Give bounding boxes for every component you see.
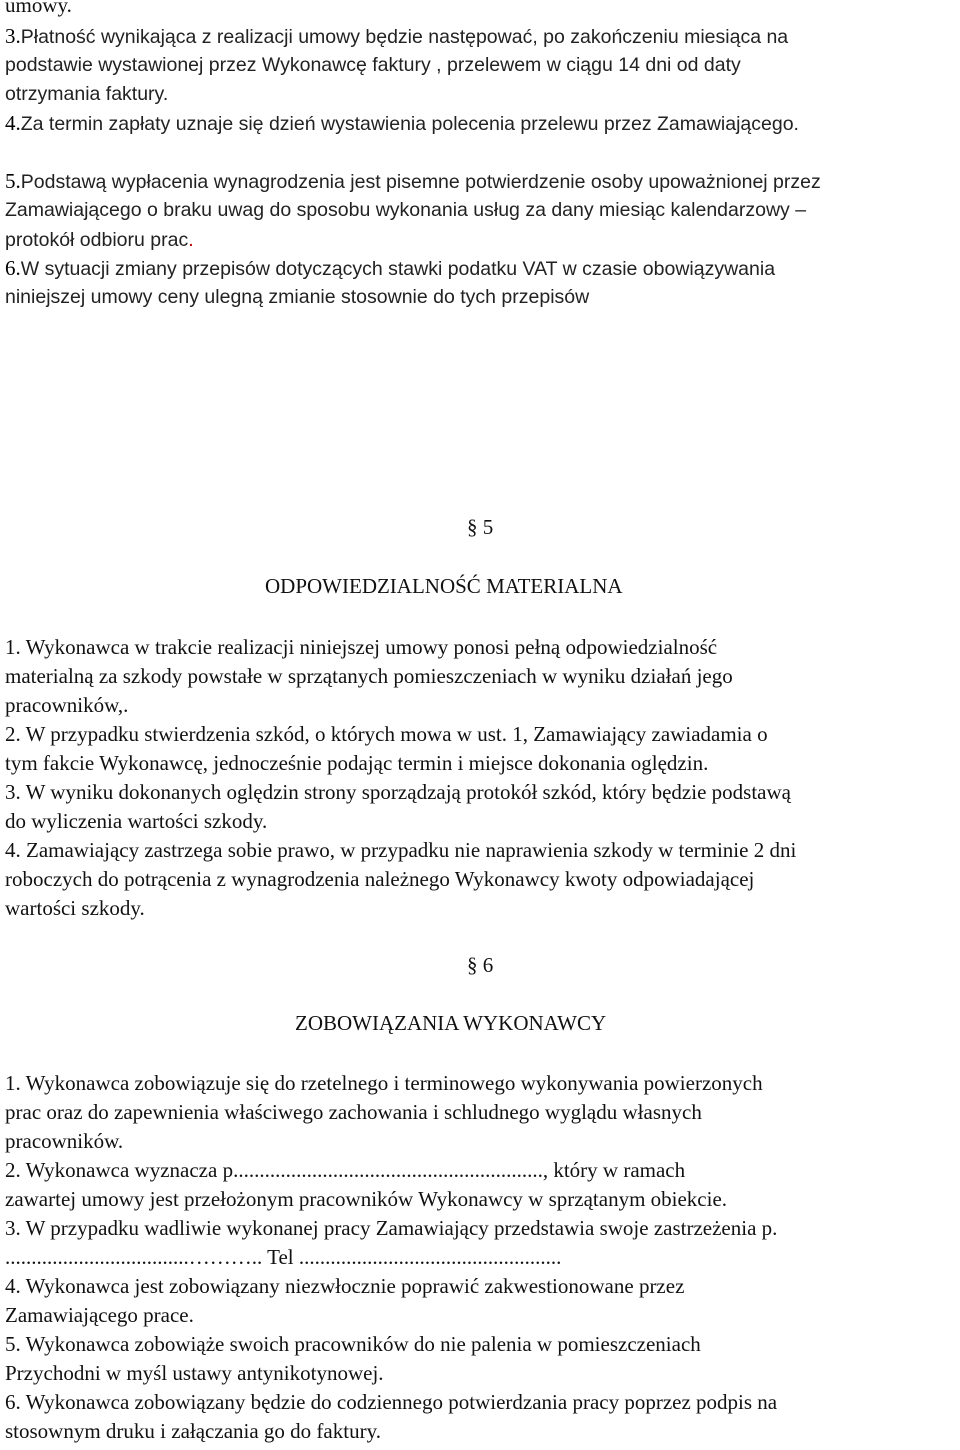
section-5-title: ODPOWIEDZIALNOŚĆ MATERIALNA [265,574,623,598]
clause-text: protokół odbioru prac [5,229,189,251]
clause-text: W sytuacji zmiany przepisów dotyczących stawki podatku VAT w czasie obowiązywania [20,258,776,280]
clause-5-line-2: Zamawiającego o braku uwag do sposobu wykonania usług za dany miesiąc kalendarzowy – [5,199,807,221]
section-6-line: prac oraz do zapewnienia właściwego zachowania i schludnego wyglądu własnych [5,1100,702,1124]
clause-6-line-2: niniejszej umowy ceny ulegną zmianie stosownie do tych przepisów [5,286,590,308]
clause-text-end: . [188,229,194,251]
section-6-line: 4. Wykonawca jest zobowiązany niezwłocznie poprawić zakwestionowane przez [5,1274,685,1298]
section-6-line: Przychodni w myśl ustawy antynikotynowej. [5,1361,384,1385]
clause-text: Płatność wynikająca z realizacji umowy będzie następować, po zakończeniu miesiąca na [20,26,789,48]
clause-5-line-1 [5,167,821,197]
section-5-line: 3. W wyniku dokonanych oględzin strony sporządzają protokół szkód, który będzie podstawą [5,780,791,804]
clause-text: Podstawą wypłacenia wynagrodzenia jest pisemne potwierdzenie osoby upoważnionej przez [20,171,821,193]
section-6-line: 1. Wykonawca zobowiązuje się do rzetelnego i terminowego wykonywania powierzonych [5,1071,763,1095]
section-6-title: ZOBOWIĄZANIA WYKONAWCY [295,1011,607,1035]
clause-3-line-1 [5,22,788,52]
section-5-line: 4. Zamawiający zastrzega sobie prawo, w przypadku nie naprawienia szkody w terminie 2 dni [5,838,797,862]
section-6-line: pracowników. [5,1129,124,1153]
clause-number: 4. [5,111,21,135]
section-5-line: 1. Wykonawca w trakcie realizacji niniejszej umowy ponosi pełną odpowiedzialność [5,635,718,659]
clause-number: 6. [5,256,21,280]
section-5-symbol: § 5 [467,515,494,539]
section-6-line: 5. Wykonawca zobowiąże swoich pracowników do nie palenia w pomieszczeniach [5,1332,701,1356]
section-5-line: roboczych do potrącenia z wynagrodzenia należnego Wykonawcy kwoty odpowiadającej [5,867,755,891]
section-5-line: wartości szkody. [5,896,145,920]
section-6-line: stosownym druku i załączania go do faktury. [5,1419,381,1443]
section-6-line: Zamawiającego prace. [5,1303,194,1327]
clause-number: 5. [5,169,21,193]
clause-number: 3. [5,24,21,48]
section-6-line: 3. W przypadku wadliwie wykonanej pracy Zamawiający przedstawia swoje zastrzeżenia p. [5,1216,778,1240]
section-5-line: pracowników,. [5,693,129,717]
section-6-symbol: § 6 [467,953,494,977]
text-line: umowy. [5,0,72,17]
section-6-line: ...................................……….. Tel .................................................. [5,1245,562,1269]
clause-6-line-1 [5,254,775,284]
clause-4-line-1 [5,109,799,139]
section-6-line: 6. Wykonawca zobowiązany będzie do codziennego potwierdzania pracy poprzez podpis na [5,1390,778,1414]
section-6-line: zawartej umowy jest przełożonym pracowników Wykonawcy w sprzątanym obiekcie. [5,1187,728,1211]
clause-5-line-3 [5,225,194,255]
clause-3-line-2: podstawie wystawionej przez Wykonawcę faktury , przelewem w ciągu 14 dni od daty [5,54,741,76]
clause-text: Za termin zapłaty uznaje się dzień wystawienia polecenia przelewu przez Zamawiającego. [20,113,799,135]
clause-3-line-3: otrzymania faktury. [5,83,169,105]
section-5-line: do wyliczenia wartości szkody. [5,809,268,833]
section-5-line: 2. W przypadku stwierdzenia szkód, o których mowa w ust. 1, Zamawiający zawiadamia o [5,722,768,746]
section-5-line: tym fakcie Wykonawcę, jednocześnie podając termin i miejsce dokonania oględzin. [5,751,709,775]
section-5-line: materialną za szkody powstałe w sprzątanych pomieszczeniach w wyniku działań jego [5,664,733,688]
section-6-line: 2. Wykonawca wyznacza p..........................................................., który w ramach [5,1158,686,1182]
